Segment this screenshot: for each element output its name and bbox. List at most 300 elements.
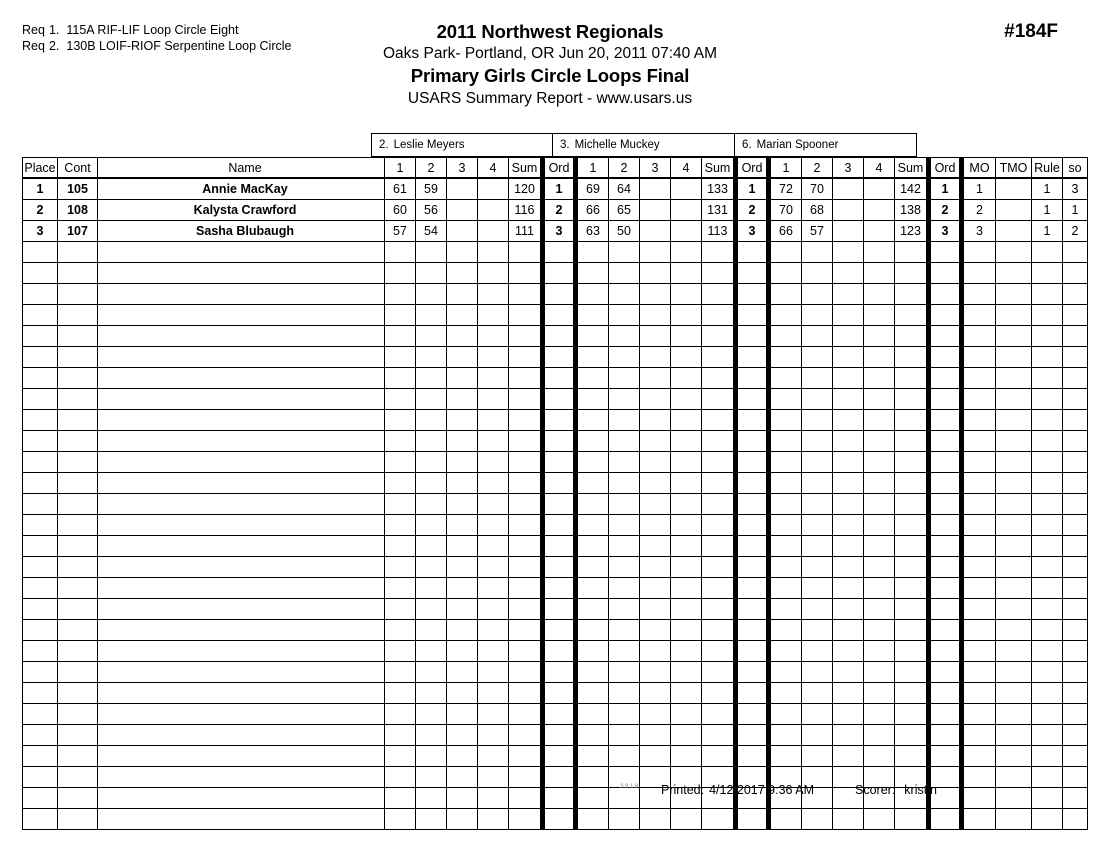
event-title: Primary Girls Circle Loops Final [410,65,690,86]
cell-j3-score-2 [802,389,833,410]
cell-j2-score-3 [640,284,671,305]
table-row-empty [23,284,1088,305]
cell-j1-sum [509,746,543,767]
cell-j2-score-2 [609,662,640,683]
cell-j1-score-2 [416,662,447,683]
cell-j3-sum [895,284,929,305]
cell-j3-ord [929,683,962,704]
cell-j3-score-2 [802,473,833,494]
cell-j2-score-3 [640,221,671,242]
cell-j1-score-2 [416,452,447,473]
cell-j1-score-1 [385,452,416,473]
cell-j1-score-3 [447,389,478,410]
cell-j2-score-4 [671,599,702,620]
cell-name [98,641,385,662]
cell-j1-score-2 [416,578,447,599]
cell-j2-score-1 [576,347,609,368]
cell-j3-score-2 [802,662,833,683]
cell-mo [962,305,996,326]
cell-name [98,557,385,578]
cell-j3-score-3 [833,473,864,494]
cell-j3-sum [895,347,929,368]
cell-j3-score-2 [802,410,833,431]
cell-j2-score-4 [671,410,702,431]
cell-j2-ord [736,725,769,746]
cell-j2-score-1 [576,599,609,620]
requirement-label: Req [22,23,45,37]
cell-so: 1 [1063,200,1088,221]
cell-name [98,326,385,347]
table-row-empty [23,242,1088,263]
cell-j2-score-4 [671,536,702,557]
cell-cont [58,473,98,494]
cell-cont [58,305,98,326]
cell-tmo [996,683,1032,704]
cell-j2-sum [702,725,736,746]
cell-j3-sum: 138 [895,200,929,221]
cell-j2-score-2 [609,620,640,641]
cell-j1-ord [543,305,576,326]
cell-j3-ord: 2 [929,200,962,221]
cell-j2-score-4 [671,305,702,326]
cell-j3-score-2: 57 [802,221,833,242]
cell-rule: 1 [1032,200,1063,221]
cell-j3-score-1 [769,494,802,515]
cell-j3-score-3 [833,326,864,347]
cell-j2-score-4 [671,683,702,704]
cell-j3-score-3 [833,809,864,830]
cell-j3-sum [895,410,929,431]
cell-rule [1032,536,1063,557]
cell-j3-ord [929,494,962,515]
cell-mo [962,347,996,368]
cell-j3-score-3 [833,221,864,242]
cell-j2-score-4 [671,578,702,599]
cell-j2-score-3 [640,452,671,473]
cell-cont [58,389,98,410]
judge-number: 2. [379,139,389,151]
cell-j3-score-4 [864,263,895,284]
col-tmo: TMO [996,158,1032,179]
cell-rule [1032,431,1063,452]
cell-place [23,662,58,683]
report-subtitle: USARS Summary Report - www.usars.us [407,90,693,107]
cell-so: 3 [1063,178,1088,200]
cell-j3-score-3 [833,725,864,746]
cell-j2-ord [736,263,769,284]
cell-place [23,599,58,620]
cell-j1-ord [543,494,576,515]
cell-so [1063,536,1088,557]
cell-j1-score-3 [447,746,478,767]
cell-j3-sum [895,368,929,389]
cell-place: 1 [23,178,58,200]
cell-j2-sum [702,515,736,536]
cell-j1-sum [509,515,543,536]
cell-j2-score-2 [609,494,640,515]
col-name: Name [98,158,385,179]
cell-j3-score-3 [833,410,864,431]
cell-j3-score-2 [802,725,833,746]
cell-j1-ord [543,620,576,641]
table-row-empty [23,347,1088,368]
cell-j3-sum [895,809,929,830]
cell-j1-score-4 [478,347,509,368]
table-row-empty [23,620,1088,641]
cell-j2-score-2 [609,389,640,410]
cell-j1-score-3 [447,725,478,746]
cell-j2-score-4 [671,242,702,263]
cell-j2-ord: 1 [736,178,769,200]
cell-j1-score-1: 60 [385,200,416,221]
cell-j1-sum [509,410,543,431]
cell-j2-score-2 [609,599,640,620]
cell-j1-score-4 [478,620,509,641]
cell-j3-score-3 [833,704,864,725]
cell-j1-score-4 [478,368,509,389]
table-row-empty [23,662,1088,683]
cell-place [23,473,58,494]
cell-j2-score-2 [609,641,640,662]
cell-j2-score-2 [609,368,640,389]
report-header [0,20,1100,110]
cell-name [98,347,385,368]
cell-j1-score-1 [385,641,416,662]
cell-tmo [996,452,1032,473]
cell-j2-score-2 [609,746,640,767]
cell-mo [962,536,996,557]
cell-j1-score-1: 57 [385,221,416,242]
cell-so [1063,284,1088,305]
cell-cont [58,284,98,305]
cell-j1-score-2 [416,494,447,515]
requirement-number: 2. [48,39,60,53]
cell-name: Annie MacKay [98,178,385,200]
table-row [23,178,1088,200]
cell-cont [58,683,98,704]
cell-mo [962,725,996,746]
table-header-row [23,158,1088,179]
cell-j3-score-1: 66 [769,221,802,242]
cell-so [1063,809,1088,830]
table-row-empty [23,305,1088,326]
cell-j3-ord [929,641,962,662]
cell-j2-score-2 [609,557,640,578]
cell-j1-score-4 [478,178,509,200]
cell-rule [1032,452,1063,473]
cell-j2-ord [736,431,769,452]
cell-j2-ord [736,410,769,431]
cell-so [1063,578,1088,599]
cell-j1-ord [543,347,576,368]
cell-j3-sum [895,641,929,662]
cell-j1-score-2: 59 [416,178,447,200]
cell-j2-score-1 [576,305,609,326]
cell-so [1063,599,1088,620]
cell-j2-sum [702,326,736,347]
col-j1-score-2: 2 [416,158,447,179]
cell-j3-score-4 [864,473,895,494]
cell-j2-score-3 [640,641,671,662]
cell-j2-ord [736,452,769,473]
cell-mo [962,746,996,767]
cell-j3-sum [895,683,929,704]
cell-tmo [996,410,1032,431]
cell-j3-ord [929,347,962,368]
col-j1-sum: Sum [509,158,543,179]
cell-j2-score-2 [609,347,640,368]
cell-j3-sum [895,494,929,515]
cell-mo: 2 [962,200,996,221]
cell-j1-ord [543,662,576,683]
cell-j1-score-2 [416,746,447,767]
cell-tmo [996,494,1032,515]
cell-tmo [996,368,1032,389]
scorer-info [855,783,937,797]
table-row-empty [23,473,1088,494]
cell-j3-score-2 [802,284,833,305]
table-row-empty [23,515,1088,536]
cell-j3-score-3 [833,515,864,536]
cell-j2-sum [702,347,736,368]
cell-j3-score-2 [802,242,833,263]
col-j1-score-1: 1 [385,158,416,179]
cell-j1-score-2 [416,641,447,662]
cell-j2-score-3 [640,746,671,767]
judge-name: Leslie Meyers [393,139,465,151]
cell-j1-score-4 [478,536,509,557]
cell-j3-score-4 [864,200,895,221]
cell-j2-ord [736,683,769,704]
cell-rule [1032,410,1063,431]
cell-rule [1032,683,1063,704]
cell-j1-score-3 [447,178,478,200]
cell-j3-score-1 [769,389,802,410]
cell-j2-sum [702,641,736,662]
cell-tmo [996,809,1032,830]
cell-so [1063,683,1088,704]
cell-cont [58,410,98,431]
cell-mo [962,704,996,725]
cell-j3-score-3 [833,389,864,410]
cell-name [98,536,385,557]
cell-j1-score-3 [447,431,478,452]
printed-label: Printed: [661,783,705,797]
judge-cell-1 [371,133,552,157]
cell-j1-score-1 [385,704,416,725]
cell-rule [1032,599,1063,620]
cell-j1-score-2 [416,557,447,578]
cell-place [23,284,58,305]
cell-j2-sum [702,452,736,473]
cell-place [23,347,58,368]
cell-j1-score-3 [447,284,478,305]
cell-j1-score-4 [478,242,509,263]
cell-j1-ord [543,368,576,389]
cell-j2-score-1 [576,809,609,830]
cell-j1-score-1 [385,578,416,599]
cell-j1-sum [509,263,543,284]
table-row-empty [23,578,1088,599]
cell-j1-score-4 [478,263,509,284]
cell-j1-score-3 [447,494,478,515]
cell-j2-score-4 [671,389,702,410]
col-j2-score-2: 2 [609,158,640,179]
cell-j1-sum [509,704,543,725]
cell-j3-sum [895,704,929,725]
cell-j1-ord [543,263,576,284]
cell-j3-score-4 [864,305,895,326]
cell-mo [962,368,996,389]
cell-j2-score-3 [640,557,671,578]
cell-mo [962,599,996,620]
cell-j3-score-4 [864,536,895,557]
cell-place [23,620,58,641]
judge-number: 3. [560,139,570,151]
col-rule: Rule [1032,158,1063,179]
cell-j3-score-3 [833,284,864,305]
table-row-empty [23,494,1088,515]
cell-j1-sum [509,326,543,347]
cell-mo [962,326,996,347]
cell-j3-ord [929,515,962,536]
cell-j2-score-1 [576,242,609,263]
table-row-empty [23,746,1088,767]
cell-mo: 3 [962,221,996,242]
cell-j1-score-3 [447,620,478,641]
cell-j1-score-1 [385,347,416,368]
cell-cont [58,515,98,536]
cell-j1-score-2 [416,347,447,368]
cell-j2-sum [702,431,736,452]
cell-j3-ord [929,599,962,620]
cell-j2-score-1 [576,284,609,305]
cell-j2-score-1 [576,389,609,410]
cell-cont: 107 [58,221,98,242]
cell-cont [58,641,98,662]
col-j1-score-4: 4 [478,158,509,179]
cell-j2-ord [736,809,769,830]
cell-place [23,641,58,662]
cell-j2-score-4 [671,178,702,200]
cell-j3-score-1 [769,431,802,452]
table-row-empty [23,809,1088,830]
cell-j3-score-1: 70 [769,200,802,221]
cell-j3-score-1 [769,305,802,326]
cell-j3-score-1 [769,284,802,305]
cell-j2-score-2 [609,242,640,263]
cell-j3-sum: 142 [895,178,929,200]
cell-tmo [996,242,1032,263]
cell-tmo [996,389,1032,410]
cell-j2-ord [736,305,769,326]
cell-j2-sum [702,683,736,704]
cell-j2-ord [736,662,769,683]
cell-j2-sum [702,368,736,389]
cell-rule: 1 [1032,178,1063,200]
cell-so [1063,242,1088,263]
cell-j2-ord [736,704,769,725]
cell-j3-sum: 123 [895,221,929,242]
cell-j3-score-4 [864,620,895,641]
cell-j1-score-2 [416,368,447,389]
cell-j3-ord [929,809,962,830]
cell-j1-score-2 [416,536,447,557]
cell-j3-sum [895,599,929,620]
cell-j3-sum [895,263,929,284]
cell-rule [1032,389,1063,410]
cell-name [98,284,385,305]
cell-place [23,683,58,704]
cell-j3-sum [895,515,929,536]
cell-j2-score-2 [609,452,640,473]
cell-j3-ord [929,284,962,305]
table-row-empty [23,431,1088,452]
cell-j3-score-3 [833,662,864,683]
cell-j3-score-2 [802,683,833,704]
cell-j2-score-3 [640,178,671,200]
cell-j3-ord [929,452,962,473]
cell-name [98,578,385,599]
cell-j3-score-2 [802,599,833,620]
cell-cont [58,494,98,515]
cell-j2-score-3 [640,578,671,599]
cell-j2-score-2 [609,305,640,326]
cell-place [23,242,58,263]
cell-j1-score-1 [385,683,416,704]
cell-j3-score-4 [864,221,895,242]
cell-name [98,431,385,452]
cell-so [1063,431,1088,452]
cell-j2-score-3 [640,515,671,536]
cell-j3-ord [929,725,962,746]
col-mo: MO [962,158,996,179]
cell-j2-score-2 [609,431,640,452]
cell-j2-score-1 [576,494,609,515]
cell-j2-ord [736,347,769,368]
cell-rule [1032,557,1063,578]
cell-mo [962,494,996,515]
cell-j2-sum [702,473,736,494]
cell-so [1063,473,1088,494]
cell-tmo [996,620,1032,641]
scorer-value: kristin [904,783,937,797]
cell-j3-score-3 [833,494,864,515]
cell-j3-score-3 [833,347,864,368]
cell-j1-score-4 [478,326,509,347]
cell-j2-score-4 [671,725,702,746]
cell-j1-ord [543,704,576,725]
cell-j1-score-4 [478,305,509,326]
cell-mo [962,263,996,284]
cell-cont [58,368,98,389]
table-row-empty [23,725,1088,746]
cell-tmo [996,725,1032,746]
cell-j1-ord [543,599,576,620]
cell-j2-score-4 [671,452,702,473]
cell-j2-score-2 [609,263,640,284]
cell-rule [1032,746,1063,767]
cell-cont [58,557,98,578]
cell-j3-ord [929,389,962,410]
cell-j3-ord [929,410,962,431]
cell-name: Sasha Blubaugh [98,221,385,242]
cell-j1-score-3 [447,263,478,284]
cell-j2-score-3 [640,725,671,746]
cell-j2-score-3 [640,242,671,263]
cell-j3-score-1 [769,410,802,431]
cell-name: Kalysta Crawford [98,200,385,221]
